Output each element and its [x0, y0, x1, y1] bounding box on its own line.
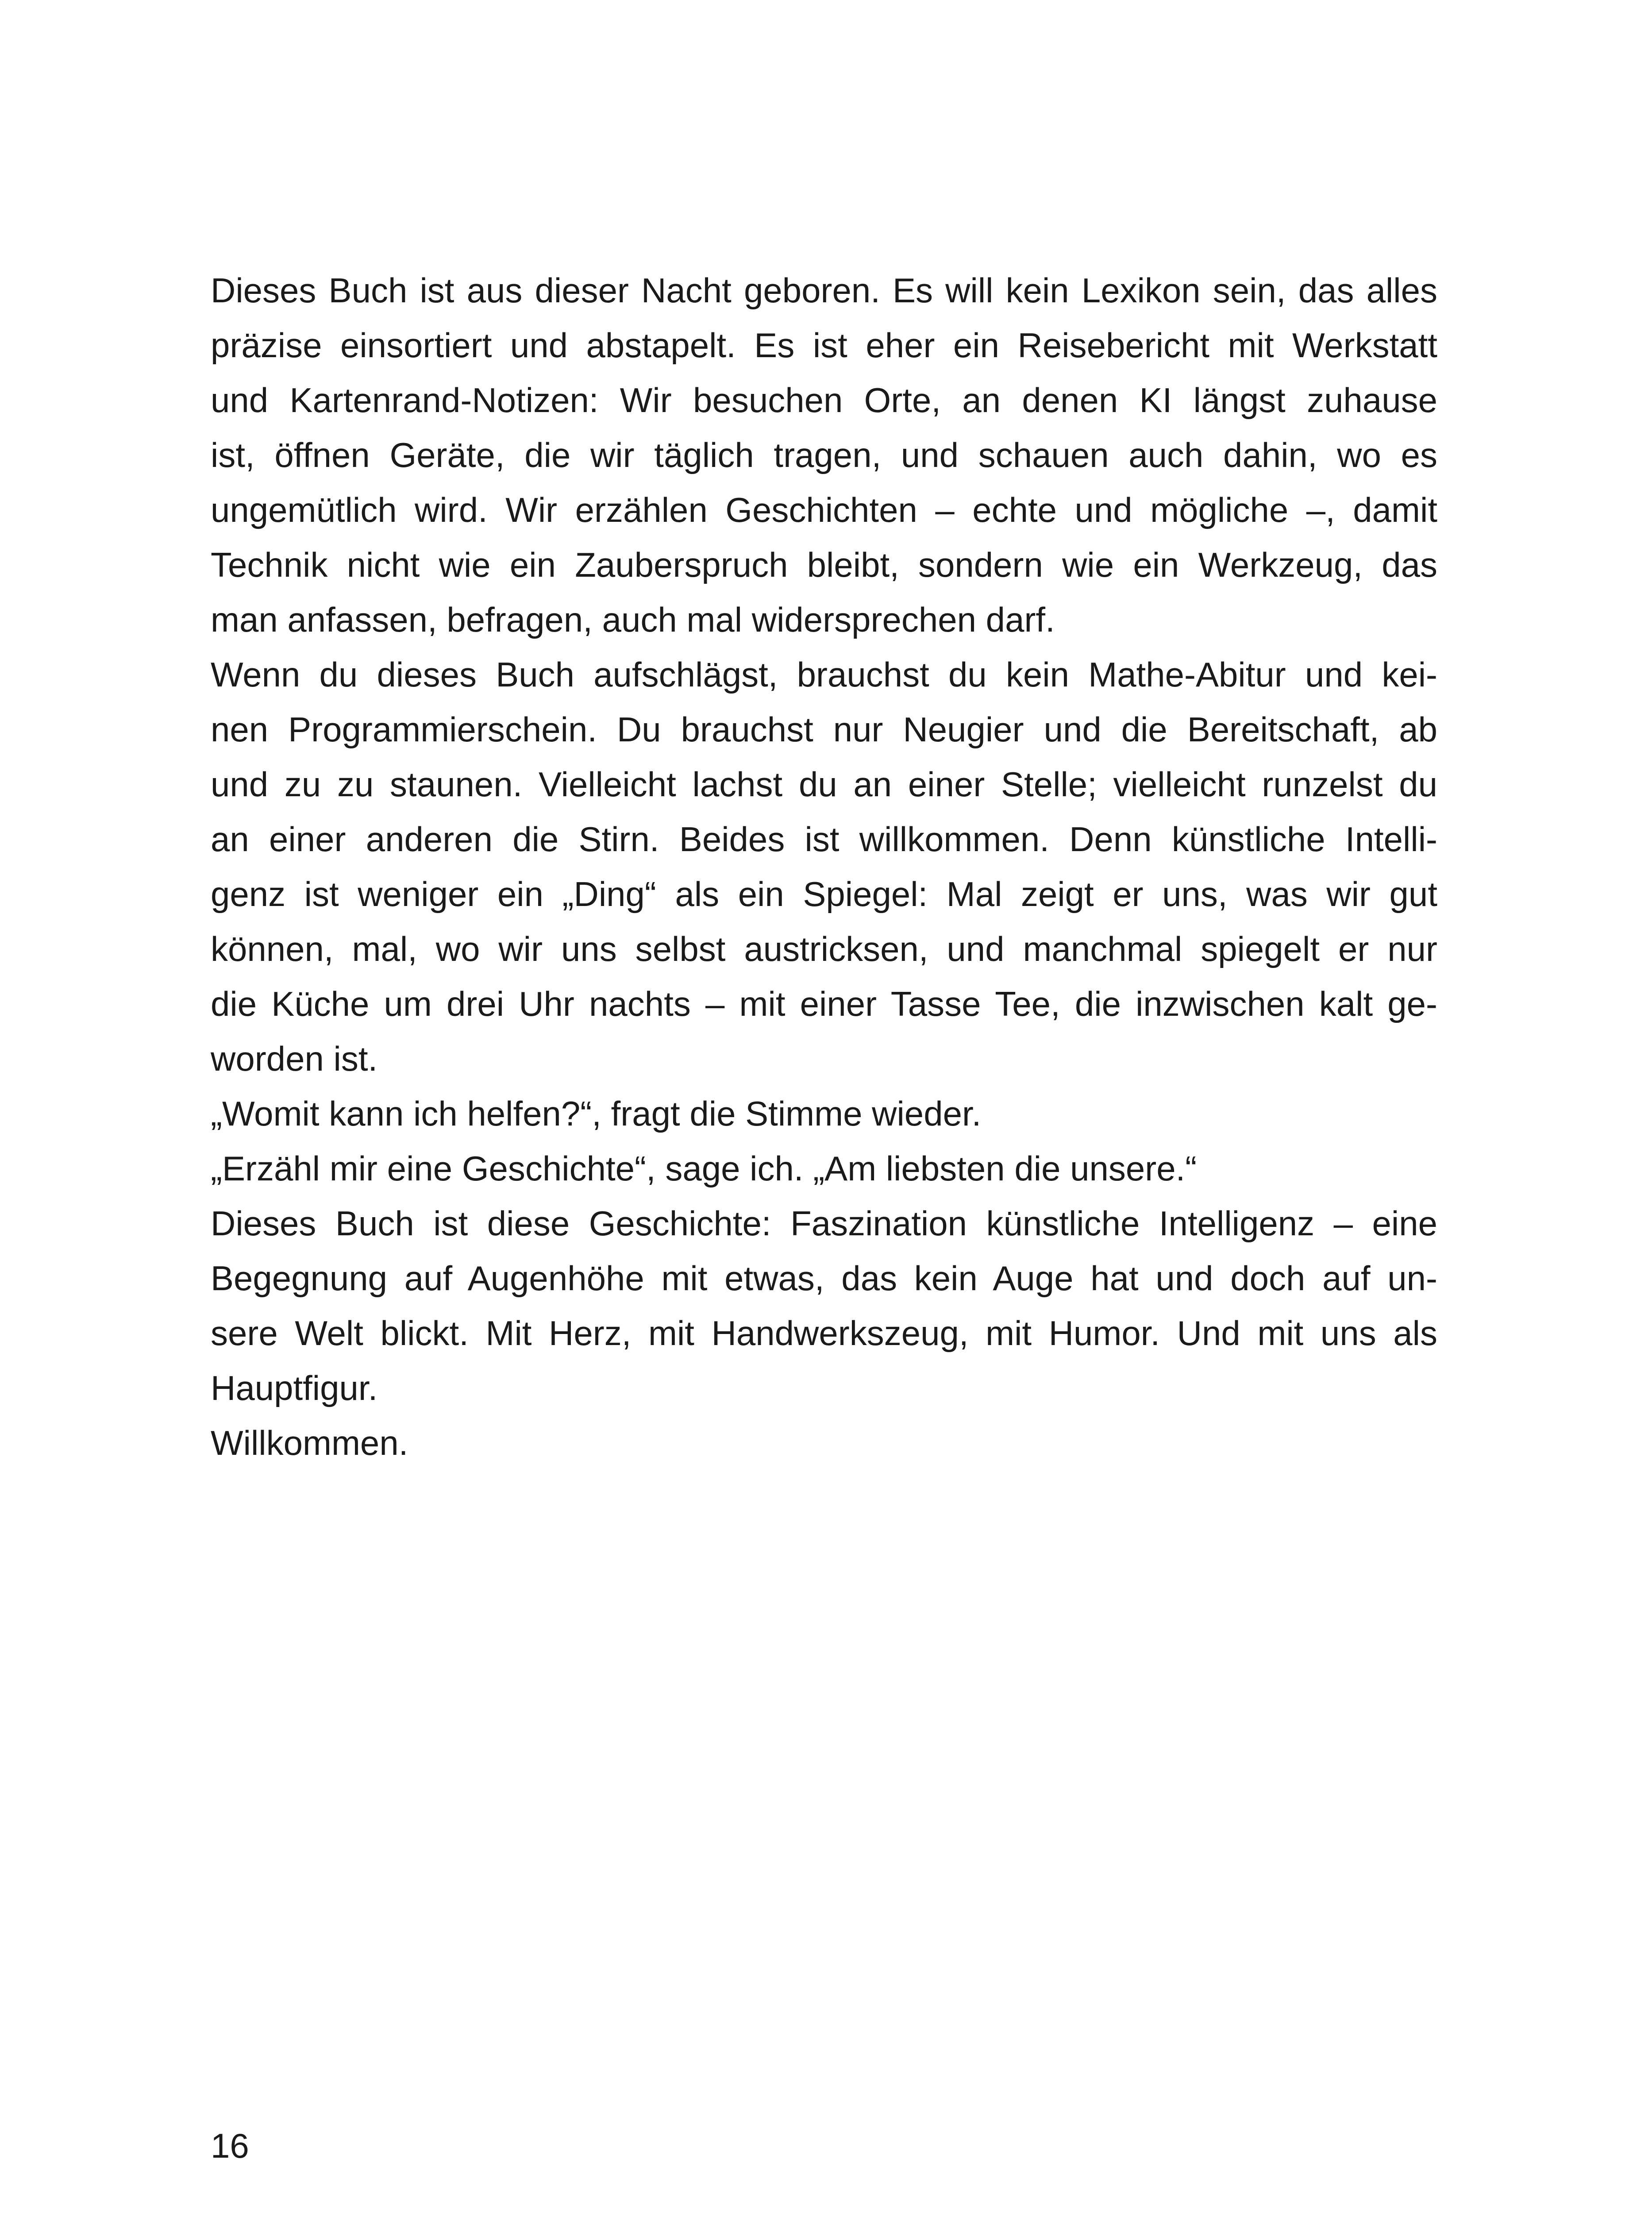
text-line: ungemütlich wird. Wir erzählen Geschichten – echte und mögliche –, damit [211, 490, 1437, 529]
text-line: man anfassen, befragen, auch mal widersprechen darf. [211, 600, 1055, 639]
text-line: „Erzähl mir eine Geschichte“, sage ich. „Am liebsten die unsere.“ [211, 1149, 1197, 1188]
text-line: Wenn du dieses Buch aufschlägst, brauchst du kein Mathe-Abitur und kei- [211, 655, 1437, 694]
text-line: sere Welt blickt. Mit Herz, mit Handwerkszeug, mit Humor. Und mit uns als [211, 1314, 1437, 1353]
text-line: die Küche um drei Uhr nachts – mit einer Tasse Tee, die inzwischen kalt ge- [211, 984, 1437, 1023]
text-line: und zu zu staunen. Vielleicht lachst du an einer Stelle; vielleicht runzelst du [211, 765, 1437, 804]
text-line: worden ist. [211, 1039, 378, 1078]
text-line: präzise einsortiert und abstapelt. Es ist eher ein Reisebericht mit Werkstatt [211, 326, 1437, 365]
text-line: genz ist weniger ein „Ding“ als ein Spiegel: Mal zeigt er uns, was wir gut [211, 875, 1437, 914]
text-line: an einer anderen die Stirn. Beides ist willkommen. Denn künstliche Intelli- [211, 820, 1437, 859]
body-text [211, 263, 1437, 1470]
text-line: können, mal, wo wir uns selbst austricksen, und manchmal spiegelt er nur [211, 929, 1437, 968]
text-line: Hauptfigur. [211, 1369, 378, 1407]
text-line: Begegnung auf Augenhöhe mit etwas, das kein Auge hat und doch auf un- [211, 1259, 1437, 1298]
text-line: „Womit kann ich helfen?“, fragt die Stimme wieder. [211, 1094, 982, 1133]
text-line: ist, öffnen Geräte, die wir täglich tragen, und schauen auch dahin, wo es [211, 436, 1437, 474]
text-line: Dieses Buch ist aus dieser Nacht geboren. Es will kein Lexikon sein, das alles [211, 271, 1437, 310]
text-line: nen Programmierschein. Du brauchst nur Neugier und die Bereitschaft, ab [211, 710, 1437, 749]
text-line: Willkommen. [211, 1423, 408, 1462]
page-number: 16 [211, 2126, 249, 2165]
text-line: Dieses Buch ist diese Geschichte: Faszination künstliche Intelligenz – eine [211, 1204, 1437, 1243]
text-line: Technik nicht wie ein Zauberspruch bleibt, sondern wie ein Werkzeug, das [211, 545, 1437, 584]
text-line: und Kartenrand-Notizen: Wir besuchen Orte, an denen KI längst zuhause [211, 381, 1437, 420]
